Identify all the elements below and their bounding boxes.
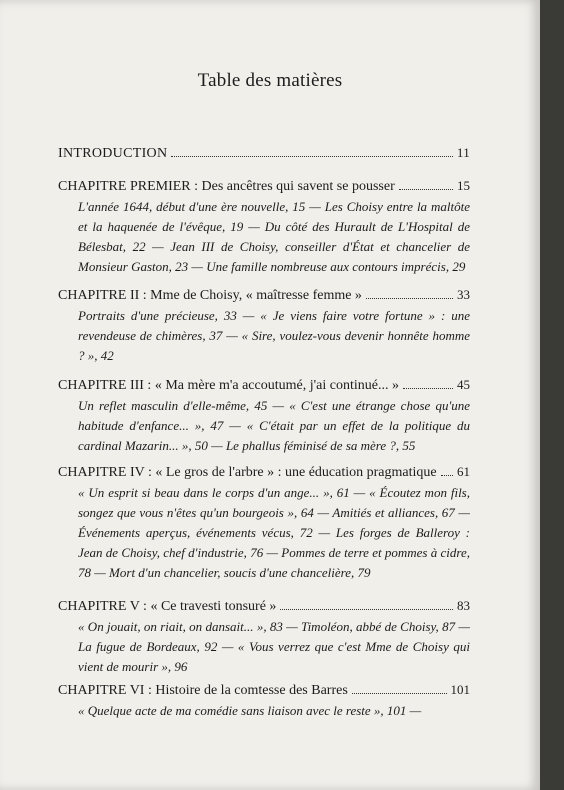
toc-heading bbox=[58, 375, 470, 396]
toc-heading bbox=[58, 462, 470, 483]
toc-page-number: 45 bbox=[457, 377, 470, 392]
toc-subentries: « Un esprit si beau dans le corps d'un ange... », 61 — « Écoutez mon fils, songez que vous n'êtes qu'un bourgeois », 64 — Amitiés et alliances, 67 — Événements aperçus, événements vécus, 72 — Les forges de Balleroy : Jean de Choisy, chef d'industrie, 76 — Pommes de terre et pommes à cidre, 78 — Mort d'un chancelier, soucis d'une chancelière, 79 bbox=[78, 485, 470, 580]
toc-entry-chapitre-6 bbox=[58, 680, 470, 721]
toc-page-number: 101 bbox=[450, 682, 470, 697]
toc-entry-chapitre-4 bbox=[58, 462, 470, 583]
toc-heading-text: CHAPITRE VI : Histoire de la comtesse des Barres bbox=[58, 683, 348, 698]
toc-heading bbox=[58, 176, 470, 197]
toc-subentries: Un reflet masculin d'elle-même, 45 — « C'est une étrange chose qu'une habitude d'enfance... », 47 — « C'était par un effet de la politique du cardinal Mazarin... », 50 — Le phallus féminisé de sa mère ?, 55 bbox=[78, 398, 470, 453]
toc-entry-chapitre-2 bbox=[58, 285, 470, 366]
toc-entry-chapitre-3 bbox=[58, 375, 470, 456]
toc-heading bbox=[58, 680, 470, 701]
dot-leader bbox=[352, 693, 447, 694]
toc-page-number: 15 bbox=[457, 178, 470, 193]
toc-subentries: L'année 1644, début d'une ère nouvelle, 15 — Les Choisy entre la maltôte et la haquenée de l'évêque, 19 — Du côté des Hurault de L'Hospital de Bélesbat, 22 — Jean III de Choisy, conseiller d'État et chancelier de Monsieur Gaston, 23 — Une famille nombreuse aux contours imprécis, 29 bbox=[78, 199, 470, 274]
toc-heading-text: CHAPITRE IV : « Le gros de l'arbre » : une éducation pragmatique bbox=[58, 465, 437, 480]
toc-entry-chapitre-1 bbox=[58, 176, 470, 277]
dot-leader bbox=[280, 609, 453, 610]
toc-heading-text: CHAPITRE II : Mme de Choisy, « maîtresse femme » bbox=[58, 288, 362, 303]
toc-entry-chapitre-5 bbox=[58, 596, 470, 677]
dot-leader bbox=[399, 189, 453, 190]
toc-subentries: « On jouait, on riait, on dansait... », 83 — Timoléon, abbé de Choisy, 87 — La fugue de Bordeaux, 92 — « Vous verrez que c'est Mme de Choisy qui vient de mourir », 96 bbox=[78, 619, 470, 674]
toc-page-number: 61 bbox=[457, 464, 470, 479]
toc-page-number: 33 bbox=[457, 287, 470, 302]
toc-heading bbox=[58, 596, 470, 617]
toc-heading-text: CHAPITRE III : « Ma mère m'a accoutumé, j'ai continué... » bbox=[58, 378, 399, 393]
dot-leader bbox=[366, 298, 453, 299]
toc-entry-introduction bbox=[58, 143, 470, 164]
toc-heading-text: CHAPITRE V : « Ce travesti tonsuré » bbox=[58, 599, 277, 614]
toc-heading-text: CHAPITRE PREMIER : Des ancêtres qui savent se pousser bbox=[58, 179, 395, 194]
dot-leader bbox=[403, 388, 453, 389]
toc-heading bbox=[58, 143, 470, 164]
dot-leader bbox=[171, 156, 453, 157]
toc-subentries: « Quelque acte de ma comédie sans liaison avec le reste », 101 — bbox=[78, 703, 422, 718]
dot-leader bbox=[441, 475, 453, 476]
toc-subentries: Portraits d'une précieuse, 33 — « Je viens faire votre fortune » : une revendeuse de chimères, 37 — « Sire, voulez-vous devenir honnête homme ? », 42 bbox=[78, 308, 470, 363]
toc-page-number: 11 bbox=[456, 145, 470, 160]
toc-heading-text: INTRODUCTION bbox=[58, 146, 168, 161]
toc-heading bbox=[58, 285, 470, 306]
toc-page-number: 83 bbox=[457, 598, 470, 613]
page-title: Table des matières bbox=[197, 70, 343, 91]
